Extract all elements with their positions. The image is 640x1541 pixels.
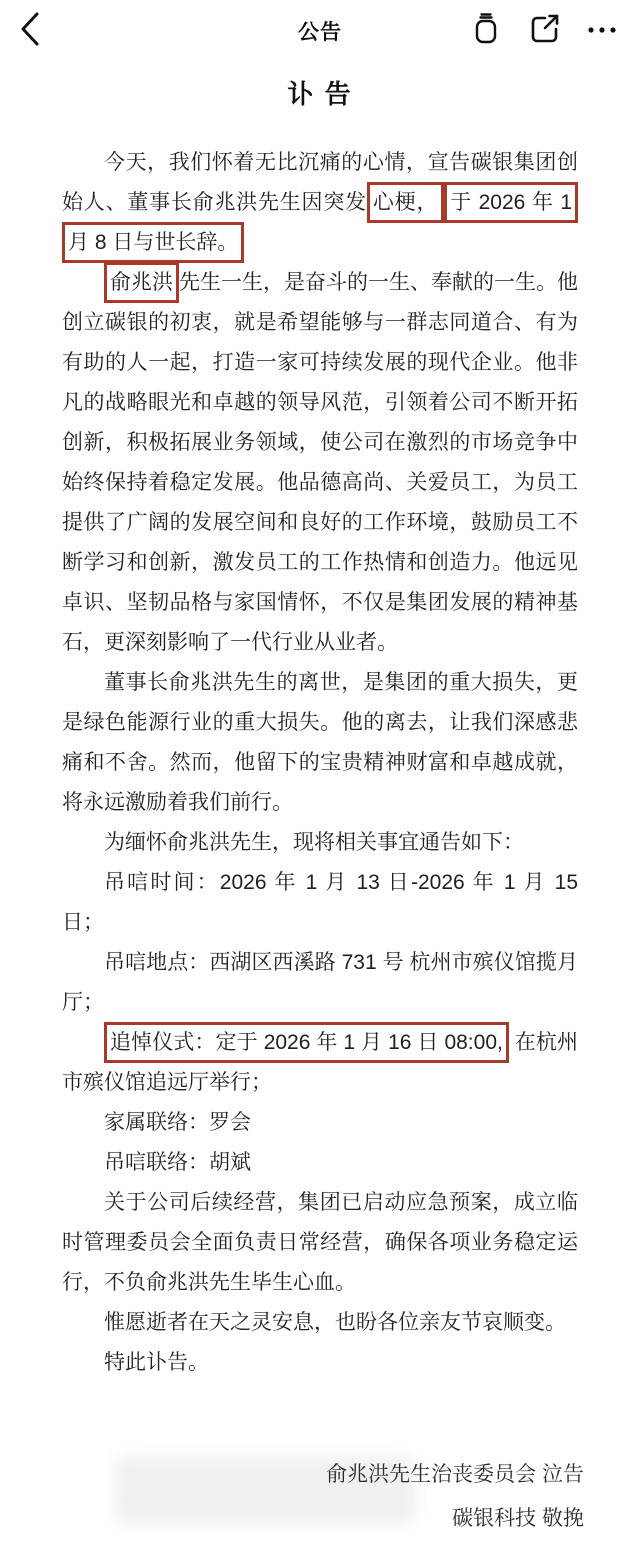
paragraph-text: 特此讣告。: [104, 1351, 209, 1374]
page-title: 公告: [298, 21, 342, 44]
paragraph-text: 先生一生，是奋斗的一生、奉献的一生。他创立碳银的初衷，就是希望能够与一群志同道合、有为有助的人一起，打造一家可持续发展的现代企业。他非凡的战略眼光和卓越的领导风范，引领着公司不断开拓创新，积极拓展业务领域，使公司在激烈的市场竞争中始终保持着稳定发展。他品德高尚、关爱员工，为员工提供了广阔的发展空间和良好的工作环境，鼓励员工不断学习和创新，激发员工的工作热情和创造力。他远见卓识、坚韧品格与家国情怀，不仅是集团发展的精神基石，更深刻影响了一代行业从业者。: [62, 271, 578, 654]
document-jar-icon: [470, 12, 502, 51]
more-ellipsis-icon: [587, 22, 617, 40]
annotation-red-box: 追悼仪式：定于 2026 年 1 月 16 日 08:00,: [104, 1022, 509, 1063]
paragraph-text: 在杭州市殡仪馆追远厅举行；: [62, 1031, 578, 1094]
paragraph-text: 今天，我们怀着无比沉痛的心情，宣告碳银集团创始人、董事长俞兆洪先生因突发: [62, 151, 578, 214]
chevron-left-icon: [20, 12, 40, 51]
paragraph-text: 吊唁地点：西湖区西溪路 731 号 杭州市殡仪馆揽月厅；: [62, 951, 578, 1014]
topbar-actions: [468, 13, 620, 49]
obituary-paragraph: [62, 943, 578, 1023]
obituary-paragraph: [62, 1343, 578, 1383]
paragraph-text: 吊唁联络：胡斌: [104, 1151, 251, 1174]
save-document-button[interactable]: [468, 13, 504, 49]
annotation-red-box: 心梗，: [367, 182, 444, 223]
more-button[interactable]: [584, 13, 620, 49]
annotation-red-box: 俞兆洪: [104, 262, 179, 303]
obituary-paragraph: [62, 1023, 578, 1103]
obituary-paragraph: [62, 263, 578, 663]
back-button[interactable]: [20, 13, 56, 49]
paragraph-text: 为缅怀俞兆洪先生，现将相关事宜通告如下：: [104, 831, 524, 854]
signature-block: [0, 1453, 640, 1541]
obituary-paragraph: [62, 823, 578, 863]
obituary-title: 讣 告: [287, 79, 353, 109]
paragraph-text: 董事长俞兆洪先生的离世，是集团的重大损失，更是绿色能源行业的重大损失。他的离去，让我们深感悲痛和不舍。然而，他留下的宝贵精神财富和卓越成就，将永远激励着我们前行。: [62, 671, 578, 814]
share-button[interactable]: [526, 13, 562, 49]
paragraph-text: 关于公司后续经营，集团已启动应急预案，成立临时管理委员会全面负责日常经营，确保各项业务稳定运行，不负俞兆洪先生毕生心血。: [62, 1191, 578, 1294]
obituary-paragraph: [62, 663, 578, 823]
obituary-paragraph: [62, 1303, 578, 1343]
obituary-body: [0, 143, 640, 1383]
annotation-red-box: 于 2026 年 1 月 8 日与世长辞。: [62, 182, 578, 263]
obituary-paragraph: [62, 143, 578, 263]
paragraph-text: 惟愿逝者在天之灵安息，也盼各位亲友节哀顺变。: [104, 1311, 566, 1334]
top-bar: [0, 0, 640, 62]
paragraph-text: 家属联络：罗会: [104, 1111, 251, 1134]
obituary-paragraph: [62, 863, 578, 943]
paragraph-text: 吊唁时间：2026 年 1 月 13 日-2026 年 1 月 15 日；: [62, 871, 578, 934]
share-external-icon: [528, 13, 560, 50]
signature-committee: 俞兆洪先生治丧委员会 泣告: [326, 1463, 584, 1486]
obituary-paragraph: [62, 1183, 578, 1303]
signature-company: 碳银科技 敬挽: [452, 1507, 584, 1530]
obituary-paragraph: [62, 1103, 578, 1143]
obituary-paragraph: [62, 1143, 578, 1183]
